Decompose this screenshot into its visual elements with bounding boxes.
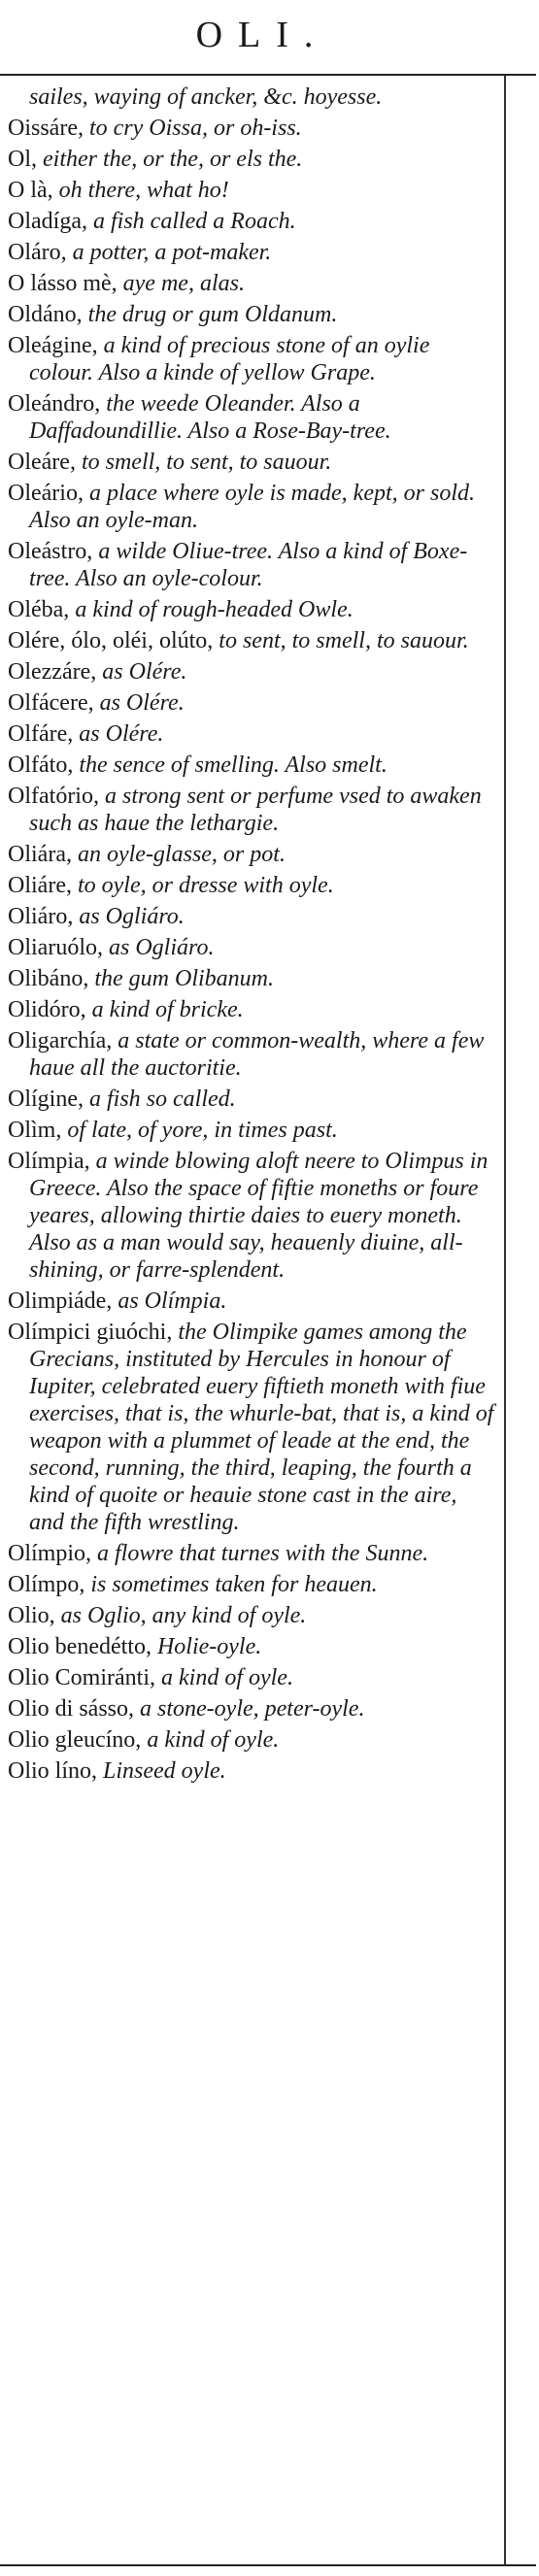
entry-definition: a kind of oyle. [141, 1727, 280, 1753]
entry-headword: Oléba, [8, 597, 70, 622]
entry-headword: O lásso mè, [8, 271, 118, 296]
dictionary-entry [8, 1664, 495, 1691]
dictionary-entry [8, 627, 495, 654]
entry-headword: Oliáro, [8, 904, 74, 929]
entry-headword: Oláro, [8, 240, 67, 265]
dictionary-entry [8, 1086, 495, 1113]
entry-definition: as Olére. [96, 659, 187, 685]
top-rule [0, 74, 536, 76]
dictionary-entry [8, 301, 495, 328]
entry-headword: Olibáno, [8, 966, 89, 991]
entry-definition: of late, of yore, in times past. [61, 1118, 338, 1143]
entry-headword: Ol, [8, 147, 37, 172]
entry-headword: Olfáto, [8, 753, 74, 778]
entry-headword: Olfáre, [8, 721, 74, 747]
entry-definition: a potter, a pot-maker. [66, 240, 272, 265]
dictionary-entry [8, 658, 495, 686]
entry-definition: a kind of bricke. [85, 997, 244, 1022]
dictionary-entry [8, 1602, 495, 1629]
entry-headword: Olígine, [8, 1087, 84, 1112]
entry-headword: Oligarchía, [8, 1028, 113, 1054]
entry-definition: as Olére. [93, 690, 185, 716]
entry-headword: Olidóro, [8, 997, 86, 1022]
entry-definition: Holie-oyle. [151, 1634, 262, 1659]
dictionary-entry [8, 1319, 495, 1536]
dictionary-entry [8, 1148, 495, 1284]
entry-definition: either the, or the, or els the. [37, 147, 303, 172]
entry-definition: as Oglio, any kind of oyle. [54, 1603, 307, 1628]
entry-definition: as Olére. [73, 721, 164, 747]
entry-definition: to oyle, or dresse with oyle. [71, 873, 334, 898]
dictionary-entry [8, 239, 495, 266]
entry-definition: aye me, alas. [117, 271, 245, 296]
entry-definition: a place where oyle is made, kept, or sold. Also an oyle-man. [29, 481, 475, 533]
entry-headword: Olímpici giuóchi, [8, 1320, 173, 1345]
entry-definition: sailes, waying of ancker, &c. hoyesse. [29, 84, 383, 110]
entry-headword: Oleáre, [8, 450, 76, 475]
entry-definition: a kind of precious stone of an oylie colour. Also a kinde of yellow Grape. [29, 333, 430, 385]
entry-definition: a winde blowing aloft neere to Olimpus in Greece. Also the space of fiftie moneths or foure yeares, allowing thirtie daies to euery moneth. Also as a man would say, heauenly diuine, all-shining, or farre-splendent. [29, 1149, 488, 1283]
entry-headword: Olio di sásso, [8, 1696, 135, 1722]
dictionary-entry [8, 1757, 495, 1785]
dictionary-entry [8, 1695, 495, 1723]
dictionary-entry [8, 752, 495, 779]
entry-headword: Olezzáre, [8, 659, 97, 685]
entry-definition: a state or common-wealth, where a few haue all the auctoritie. [29, 1028, 485, 1081]
page-header [0, 0, 524, 72]
entry-definition: a wilde Oliue-tree. Also a kind of Boxe-tree. Also an oyle-colour. [29, 539, 468, 591]
entry-definition: Linseed oyle. [97, 1758, 226, 1784]
entry-definition: the gum Olibanum. [88, 966, 274, 991]
dictionary-entry [8, 996, 495, 1023]
entry-definition: a flowre that turnes with the Sunne. [91, 1541, 429, 1566]
bottom-rule [0, 2564, 536, 2566]
dictionary-entry [8, 146, 495, 173]
dictionary-entry [8, 390, 495, 445]
entry-headword: Olio gleucíno, [8, 1727, 142, 1753]
entry-definition: oh there, what ho! [52, 178, 229, 203]
dictionary-entry [8, 332, 495, 386]
entry-headword: Olímpo, [8, 1572, 85, 1597]
entry-definition: the drug or gum Oldanum. [82, 302, 338, 327]
entry-definition: the sence of smelling. Also smelt. [73, 753, 387, 778]
entry-headword: Olfácere, [8, 690, 94, 716]
entry-headword: Oliára, [8, 842, 72, 867]
entry-headword: Olimpiáde, [8, 1288, 113, 1314]
dictionary-entry [8, 965, 495, 992]
entry-headword: Olio benedétto, [8, 1634, 152, 1659]
entry-headword: Oissáre, [8, 116, 84, 141]
dictionary-entry [8, 208, 495, 235]
dictionary-entry [8, 538, 495, 592]
entry-headword: Oleágine, [8, 333, 98, 358]
entry-definition: as Olímpia. [112, 1288, 227, 1314]
dictionary-entry [8, 720, 495, 748]
entry-definition: to cry Oissa, or oh-iss. [83, 116, 302, 141]
entry-headword: Olfatório, [8, 784, 99, 809]
dictionary-entry [8, 872, 495, 899]
dictionary-entry [8, 480, 495, 534]
dictionary-entry [8, 1027, 495, 1082]
dictionary-entry [8, 270, 495, 297]
entry-definition: a stone-oyle, peter-oyle. [134, 1696, 365, 1722]
column-divider [504, 76, 506, 2564]
dictionary-entry [8, 596, 495, 623]
entry-headword: Oldáno, [8, 302, 83, 327]
dictionary-entry [8, 903, 495, 930]
entry-definition: to sent, to smell, to sauour. [213, 628, 469, 653]
entry-definition: as Ogliáro. [102, 935, 215, 960]
dictionary-entry [8, 1726, 495, 1754]
entry-headword: Oleástro, [8, 539, 93, 564]
entry-definition: is sometimes taken for heauen. [84, 1572, 378, 1597]
entry-definition: a kind of oyle. [155, 1665, 293, 1690]
entry-headword: Olio Comiránti, [8, 1665, 155, 1690]
entry-headword: Olére, ólo, oléi, olúto, [8, 628, 214, 653]
dictionary-entry [8, 1633, 495, 1660]
entry-definition: a kind of rough-headed Owle. [69, 597, 354, 622]
entry-headword: Oleário, [8, 481, 84, 506]
entry-headword: Olio líno, [8, 1758, 98, 1784]
dictionary-entry [8, 934, 495, 961]
dictionary-entry [8, 1571, 495, 1598]
entry-definition: the Olimpike games among the Grecians, instituted by Hercules in honour of Iupiter, celebrated euery fiftieth moneth with fiue exercises, that is, the whurle-bat, that is, a kind of weapon with a plummet of leade at the end, the second, running, the third, leaping, the fourth a kind of quoite or heauie stone cast in the aire, and the fifth wrestling. [29, 1320, 494, 1535]
entry-headword: Oladíga, [8, 209, 87, 234]
dictionary-entry [8, 1540, 495, 1567]
dictionary-entry [8, 689, 495, 717]
entry-definition: as Ogliáro. [73, 904, 185, 929]
dictionary-entry [8, 84, 495, 111]
entry-definition: to smell, to sent, to sauour. [75, 450, 332, 475]
entry-headword: Oliáre, [8, 873, 72, 898]
dictionary-entry [8, 449, 495, 476]
entry-headword: Oliaruólo, [8, 935, 103, 960]
running-head: OLI. [195, 15, 329, 55]
entry-definition: the weede Oleander. Also a Daffadoundillie. Also a Rose-Bay-tree. [29, 391, 391, 444]
entry-headword: Olio, [8, 1603, 55, 1628]
entry-definition: an oyle-glasse, or pot. [71, 842, 286, 867]
entry-definition: a strong sent or perfume vsed to awaken such as haue the lethargie. [29, 784, 482, 836]
dictionary-entry [8, 841, 495, 868]
dictionary-entry [8, 1288, 495, 1315]
entry-headword: Olìm, [8, 1118, 62, 1143]
entry-definition: a fish called a Roach. [86, 209, 296, 234]
entry-headword: Olímpia, [8, 1149, 90, 1174]
entry-headword: Oleándro, [8, 391, 101, 417]
entry-headword: Olímpio, [8, 1541, 92, 1566]
dictionary-entry [8, 177, 495, 204]
dictionary-entry [8, 115, 495, 142]
entry-definition: a fish so called. [84, 1087, 236, 1112]
dictionary-entry [8, 1117, 495, 1144]
entry-headword: O là, [8, 178, 53, 203]
dictionary-column [8, 80, 495, 1785]
dictionary-entry [8, 783, 495, 837]
